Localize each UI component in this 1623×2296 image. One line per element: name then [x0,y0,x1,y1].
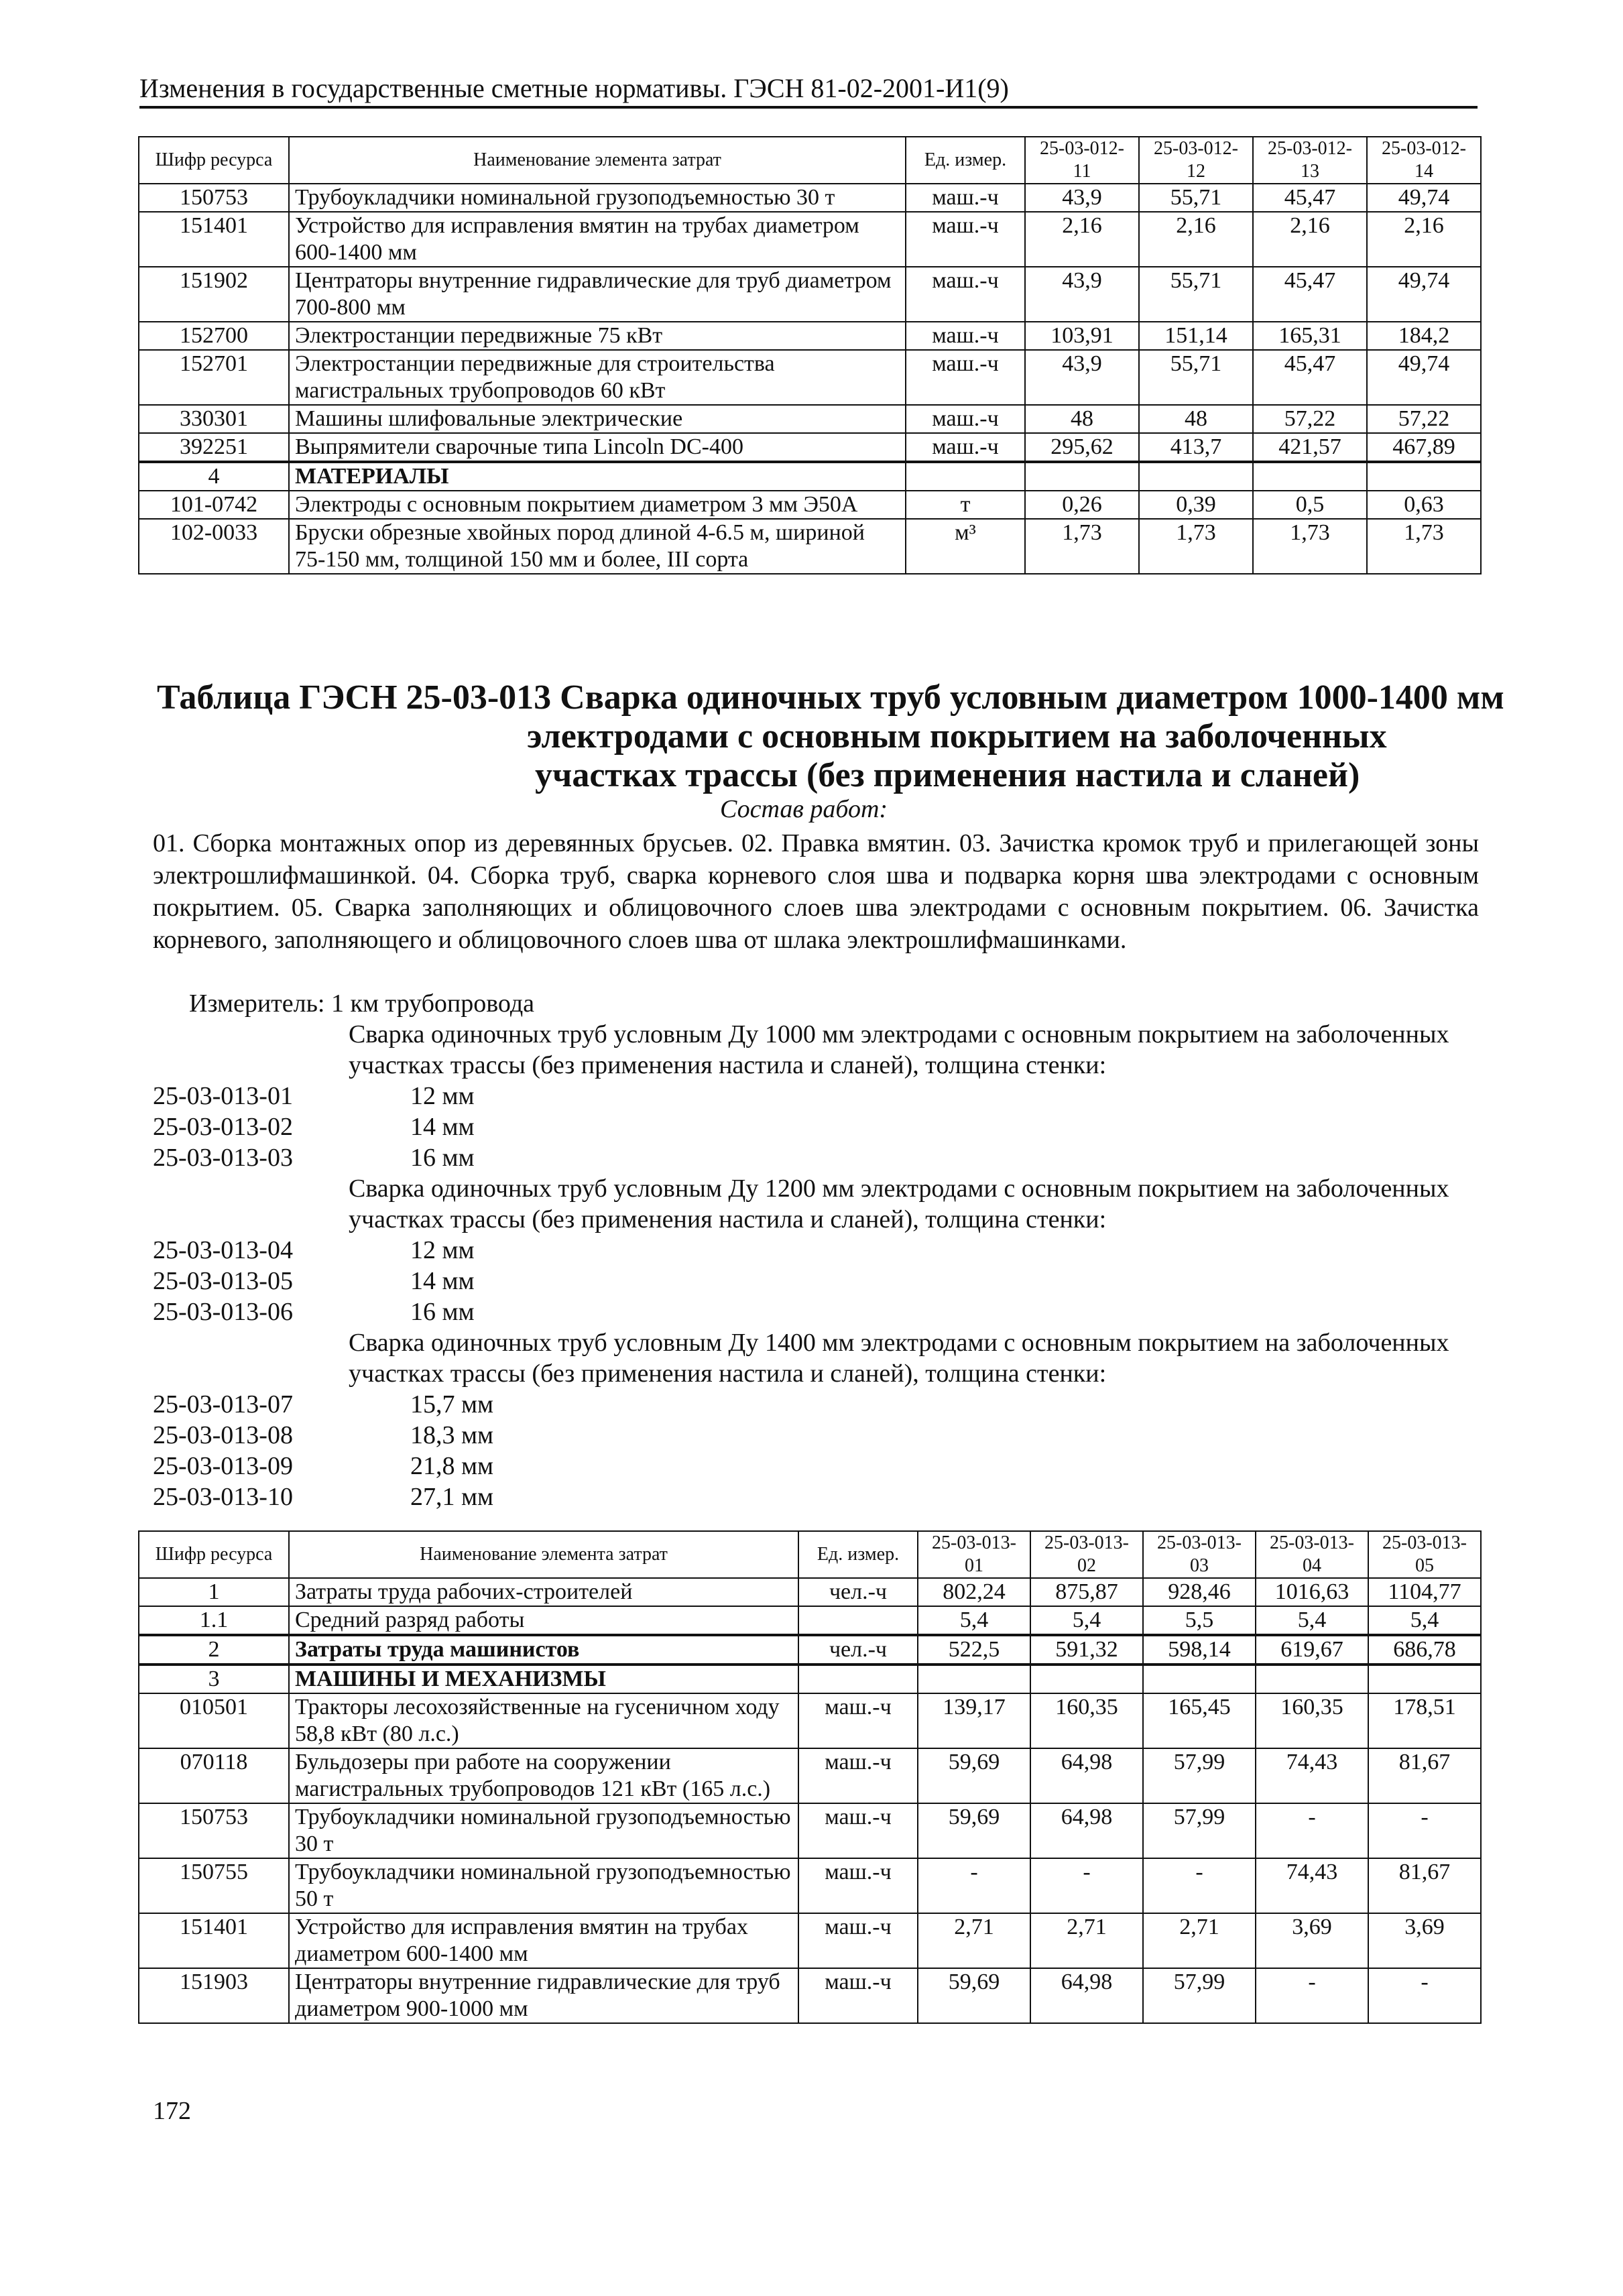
unit-cell: маш.-ч [906,184,1025,212]
value-cell: 59,69 [918,1803,1030,1858]
resource-name: Выпрямители сварочные типа Lincoln DC-400 [289,433,906,462]
resource-code: 102-0033 [139,519,289,574]
table-row [139,491,1481,519]
value-cell: 139,17 [918,1693,1030,1748]
value-cell: 55,71 [1139,350,1253,405]
wall-thickness: 12 мм [410,1236,475,1264]
resource-code: 101-0742 [139,491,289,519]
value-cell: 5,4 [1256,1606,1368,1635]
value-cell: 103,91 [1025,322,1139,350]
value-cell: 5,5 [1143,1606,1256,1635]
value-cell: 81,67 [1368,1858,1481,1913]
resource-name: Затраты труда машинистов [289,1635,798,1665]
value-cell: 57,22 [1367,405,1481,433]
column-header: Ед. измер. [798,1531,918,1578]
resource-name: Затраты труда рабочих-строителей [289,1578,798,1606]
value-cell: 467,89 [1367,433,1481,462]
value-cell: 2,16 [1139,212,1253,267]
resource-table-2-body [139,1531,1481,2023]
value-cell: 57,99 [1143,1968,1256,2023]
value-cell: 1016,63 [1256,1578,1368,1606]
value-cell: 151,14 [1139,322,1253,350]
value-cell: 0,63 [1367,491,1481,519]
value-cell: - [1143,1858,1256,1913]
resource-name: Средний разряд работы [289,1606,798,1635]
resource-code: 152700 [139,322,289,350]
column-header: Ед. измер. [906,137,1025,184]
value-cell: 49,74 [1367,350,1481,405]
table-row [139,519,1481,574]
table-row [139,1858,1481,1913]
value-cell: - [918,1858,1030,1913]
column-header: 25-03-012-12 [1139,137,1253,184]
resource-code: 070118 [139,1748,289,1803]
value-cell [1256,1665,1368,1693]
column-header: 25-03-012-14 [1367,137,1481,184]
work-composition-text: 01. Сборка монтажных опор из деревянных брусьев. 02. Правка вмятин. 03. Зачистка кромок труб и прилегающей зоны электрошлифмашинкой. 04. Сборка труб, сварка корневого слоя шва и подварка корня шва электродами с основным покрытием. 05. Сварка заполняющих и облицовочного слоев шва электродами с основным покрытием. 06. Зачистка корневого, заполняющего и облицовочного слоев шва от шлака электрошлифмашинками. [153,829,1479,954]
value-cell: 413,7 [1139,433,1253,462]
resource-name: Устройство для исправления вмятин на трубах диаметром 600-1400 мм [289,212,906,267]
resource-name: Трубоукладчики номинальной грузоподъемностью 30 т [289,1803,798,1858]
table-row [139,267,1481,322]
value-cell: - [1256,1968,1368,2023]
unit-cell: маш.-ч [906,322,1025,350]
resource-name: МАШИНЫ И МЕХАНИЗМЫ [289,1665,798,1693]
resource-code: 151903 [139,1968,289,2023]
norm-code: 25-03-013-08 [153,1421,293,1449]
value-cell: 3,69 [1368,1913,1481,1968]
value-cell: 2,16 [1367,212,1481,267]
table-row [139,1578,1481,1606]
column-header: 25-03-012-11 [1025,137,1139,184]
table-header-row [139,137,1481,184]
value-cell [1253,462,1367,491]
value-cell: - [1030,1858,1143,1913]
column-header: 25-03-012-13 [1253,137,1367,184]
norm-code: 25-03-013-06 [153,1298,293,1326]
unit-cell [906,462,1025,491]
table-title-line-3: участках трассы (без применения настила и сланей) [535,756,1360,794]
value-cell: 64,98 [1030,1748,1143,1803]
value-cell: 165,31 [1253,322,1367,350]
unit-cell: маш.-ч [906,212,1025,267]
resource-name: Электроды с основным покрытием диаметром 3 мм Э50А [289,491,906,519]
measure-unit: Измеритель: 1 км трубопровода [189,989,535,1018]
column-header: 25-03-013-03 [1143,1531,1256,1578]
resource-code: 010501 [139,1693,289,1748]
value-cell [1368,1665,1481,1693]
value-cell: 1,73 [1025,519,1139,574]
value-cell: 295,62 [1025,433,1139,462]
resource-name: Трубоукладчики номинальной грузоподъемностью 50 т [289,1858,798,1913]
resource-code: 4 [139,462,289,491]
value-cell: 64,98 [1030,1803,1143,1858]
table-title-line-1: Таблица ГЭСН 25-03-013 Сварка одиночных труб условным диаметром 1000-1400 мм [157,678,1504,717]
resource-table-1 [138,136,1482,575]
value-cell: 49,74 [1367,184,1481,212]
column-header: 25-03-013-05 [1368,1531,1481,1578]
unit-cell: м³ [906,519,1025,574]
unit-cell: маш.-ч [798,1748,918,1803]
resource-code: 1 [139,1578,289,1606]
resource-code: 330301 [139,405,289,433]
wall-thickness: 16 мм [410,1144,475,1172]
value-cell: 2,71 [1143,1913,1256,1968]
table-row [139,212,1481,267]
table-header-row [139,1531,1481,1578]
value-cell: 57,99 [1143,1803,1256,1858]
value-cell: 686,78 [1368,1635,1481,1665]
table-row [139,184,1481,212]
section-row [139,1635,1481,1665]
value-cell: 875,87 [1030,1578,1143,1606]
value-cell [1139,462,1253,491]
resource-code: 150753 [139,184,289,212]
resource-code: 152701 [139,350,289,405]
table-row [139,405,1481,433]
value-cell: 55,71 [1139,184,1253,212]
unit-cell: маш.-ч [798,1968,918,2023]
table-row [139,433,1481,462]
resource-name: Машины шлифовальные электрические [289,405,906,433]
table-row [139,350,1481,405]
resource-code: 150755 [139,1858,289,1913]
column-header: Наименование элемента затрат [289,137,906,184]
unit-cell: маш.-ч [798,1913,918,1968]
resource-code: 1.1 [139,1606,289,1635]
norm-code: 25-03-013-10 [153,1483,293,1511]
value-cell: 184,2 [1367,322,1481,350]
unit-cell: маш.-ч [798,1803,918,1858]
value-cell: 45,47 [1253,184,1367,212]
value-cell: 5,4 [1368,1606,1481,1635]
value-cell: 49,74 [1367,267,1481,322]
value-cell: 165,45 [1143,1693,1256,1748]
group-description: Сварка одиночных труб условным Ду 1000 мм электродами с основным покрытием на заболоченных участках трассы (без применения настила и сланей), толщина стенки: [349,1020,1449,1079]
value-cell: 522,5 [918,1635,1030,1665]
resource-code: 151401 [139,212,289,267]
value-cell: 57,99 [1143,1748,1256,1803]
page-number: 172 [153,2097,191,2125]
value-cell: - [1256,1803,1368,1858]
value-cell: 598,14 [1143,1635,1256,1665]
unit-cell: чел.-ч [798,1578,918,1606]
resource-code: 150753 [139,1803,289,1858]
resource-table-2 [138,1530,1482,2024]
group-description: Сварка одиночных труб условным Ду 1200 мм электродами с основным покрытием на заболоченных участках трассы (без применения настила и сланей), толщина стенки: [349,1174,1449,1233]
table-row [139,1606,1481,1635]
table-row [139,1693,1481,1748]
value-cell: 3,69 [1256,1913,1368,1968]
column-header: 25-03-013-04 [1256,1531,1368,1578]
value-cell: 1,73 [1367,519,1481,574]
group-description: Сварка одиночных труб условным Ду 1400 мм электродами с основным покрытием на заболоченных участках трассы (без применения настила и сланей), толщина стенки: [349,1329,1449,1388]
value-cell: 160,35 [1030,1693,1143,1748]
work-composition-heading: Состав работ: [720,795,888,823]
value-cell: 48 [1025,405,1139,433]
norm-code: 25-03-013-03 [153,1144,293,1172]
unit-cell: т [906,491,1025,519]
value-cell: 591,32 [1030,1635,1143,1665]
wall-thickness: 16 мм [410,1298,475,1326]
table-row [139,322,1481,350]
value-cell [1030,1665,1143,1693]
unit-cell: маш.-ч [906,433,1025,462]
value-cell [1367,462,1481,491]
unit-cell [798,1665,918,1693]
value-cell: 2,71 [1030,1913,1143,1968]
value-cell: 1104,77 [1368,1578,1481,1606]
norm-code: 25-03-013-09 [153,1452,293,1480]
value-cell: 2,71 [918,1913,1030,1968]
value-cell [918,1665,1030,1693]
resource-name: Центраторы внутренние гидравлические для труб диаметром 700-800 мм [289,267,906,322]
value-cell [1025,462,1139,491]
table-title-line-2: электродами с основным покрытием на заболоченных [527,717,1387,756]
unit-cell: маш.-ч [798,1693,918,1748]
value-cell: - [1368,1968,1481,2023]
column-header: Шифр ресурса [139,1531,289,1578]
resource-name: Бульдозеры при работе на сооружении магистральных трубопроводов 121 кВт (165 л.с.) [289,1748,798,1803]
unit-cell [798,1606,918,1635]
resource-name: Трубоукладчики номинальной грузоподъемностью 30 т [289,184,906,212]
column-header: 25-03-013-02 [1030,1531,1143,1578]
value-cell: 802,24 [918,1578,1030,1606]
value-cell: - [1368,1803,1481,1858]
unit-cell: маш.-ч [906,405,1025,433]
resource-code: 151401 [139,1913,289,1968]
wall-thickness: 12 мм [410,1082,475,1110]
value-cell: 1,73 [1253,519,1367,574]
value-cell: 57,22 [1253,405,1367,433]
section-row [139,1665,1481,1693]
unit-cell: маш.-ч [906,350,1025,405]
wall-thickness: 21,8 мм [410,1452,494,1480]
table-row [139,1968,1481,2023]
value-cell: 59,69 [918,1968,1030,2023]
column-header: Шифр ресурса [139,137,289,184]
wall-thickness: 14 мм [410,1113,475,1141]
norm-code: 25-03-013-04 [153,1236,293,1264]
value-cell: 48 [1139,405,1253,433]
value-cell: 2,16 [1025,212,1139,267]
norm-code: 25-03-013-05 [153,1267,293,1295]
value-cell: 0,39 [1139,491,1253,519]
wall-thickness: 15,7 мм [410,1390,494,1418]
value-cell: 81,67 [1368,1748,1481,1803]
value-cell: 45,47 [1253,350,1367,405]
resource-code: 2 [139,1635,289,1665]
resource-name: Устройство для исправления вмятин на трубах диаметром 600-1400 мм [289,1913,798,1968]
resource-name: МАТЕРИАЛЫ [289,462,906,491]
value-cell: 2,16 [1253,212,1367,267]
column-header: Наименование элемента затрат [289,1531,798,1578]
wall-thickness: 27,1 мм [410,1483,494,1511]
resource-code: 3 [139,1665,289,1693]
value-cell: 55,71 [1139,267,1253,322]
value-cell: 64,98 [1030,1968,1143,2023]
resource-code: 151902 [139,267,289,322]
resource-name: Бруски обрезные хвойных пород длиной 4-6.5 м, шириной 75-150 мм, толщиной 150 мм и более, III сорта [289,519,906,574]
value-cell: 160,35 [1256,1693,1368,1748]
value-cell: 928,46 [1143,1578,1256,1606]
unit-cell: чел.-ч [798,1635,918,1665]
value-cell: 178,51 [1368,1693,1481,1748]
wall-thickness: 14 мм [410,1267,475,1295]
value-cell: 59,69 [918,1748,1030,1803]
table-row [139,1803,1481,1858]
norm-code: 25-03-013-07 [153,1390,293,1418]
table-row [139,1913,1481,1968]
value-cell: 5,4 [1030,1606,1143,1635]
value-cell: 421,57 [1253,433,1367,462]
value-cell: 619,67 [1256,1635,1368,1665]
resource-name: Центраторы внутренние гидравлические для труб диаметром 900-1000 мм [289,1968,798,2023]
value-cell: 0,5 [1253,491,1367,519]
value-cell: 5,4 [918,1606,1030,1635]
value-cell: 0,26 [1025,491,1139,519]
resource-name: Тракторы лесохозяйственные на гусеничном ходу 58,8 кВт (80 л.с.) [289,1693,798,1748]
running-header: Изменения в государственные сметные нормативы. ГЭСН 81-02-2001-И1(9) [139,72,1478,109]
unit-cell: маш.-ч [906,267,1025,322]
value-cell: 74,43 [1256,1858,1368,1913]
resource-name: Электростанции передвижные для строительства магистральных трубопроводов 60 кВт [289,350,906,405]
resource-code: 392251 [139,433,289,462]
value-cell: 43,9 [1025,184,1139,212]
value-cell [1143,1665,1256,1693]
value-cell: 1,73 [1139,519,1253,574]
resource-table-1-body [139,137,1481,574]
value-cell: 45,47 [1253,267,1367,322]
value-cell: 74,43 [1256,1748,1368,1803]
norm-code: 25-03-013-01 [153,1082,293,1110]
unit-cell: маш.-ч [798,1858,918,1913]
wall-thickness: 18,3 мм [410,1421,494,1449]
norm-code: 25-03-013-02 [153,1113,293,1141]
table-row [139,1748,1481,1803]
section-row [139,462,1481,491]
value-cell: 43,9 [1025,350,1139,405]
resource-name: Электростанции передвижные 75 кВт [289,322,906,350]
column-header: 25-03-013-01 [918,1531,1030,1578]
value-cell: 43,9 [1025,267,1139,322]
